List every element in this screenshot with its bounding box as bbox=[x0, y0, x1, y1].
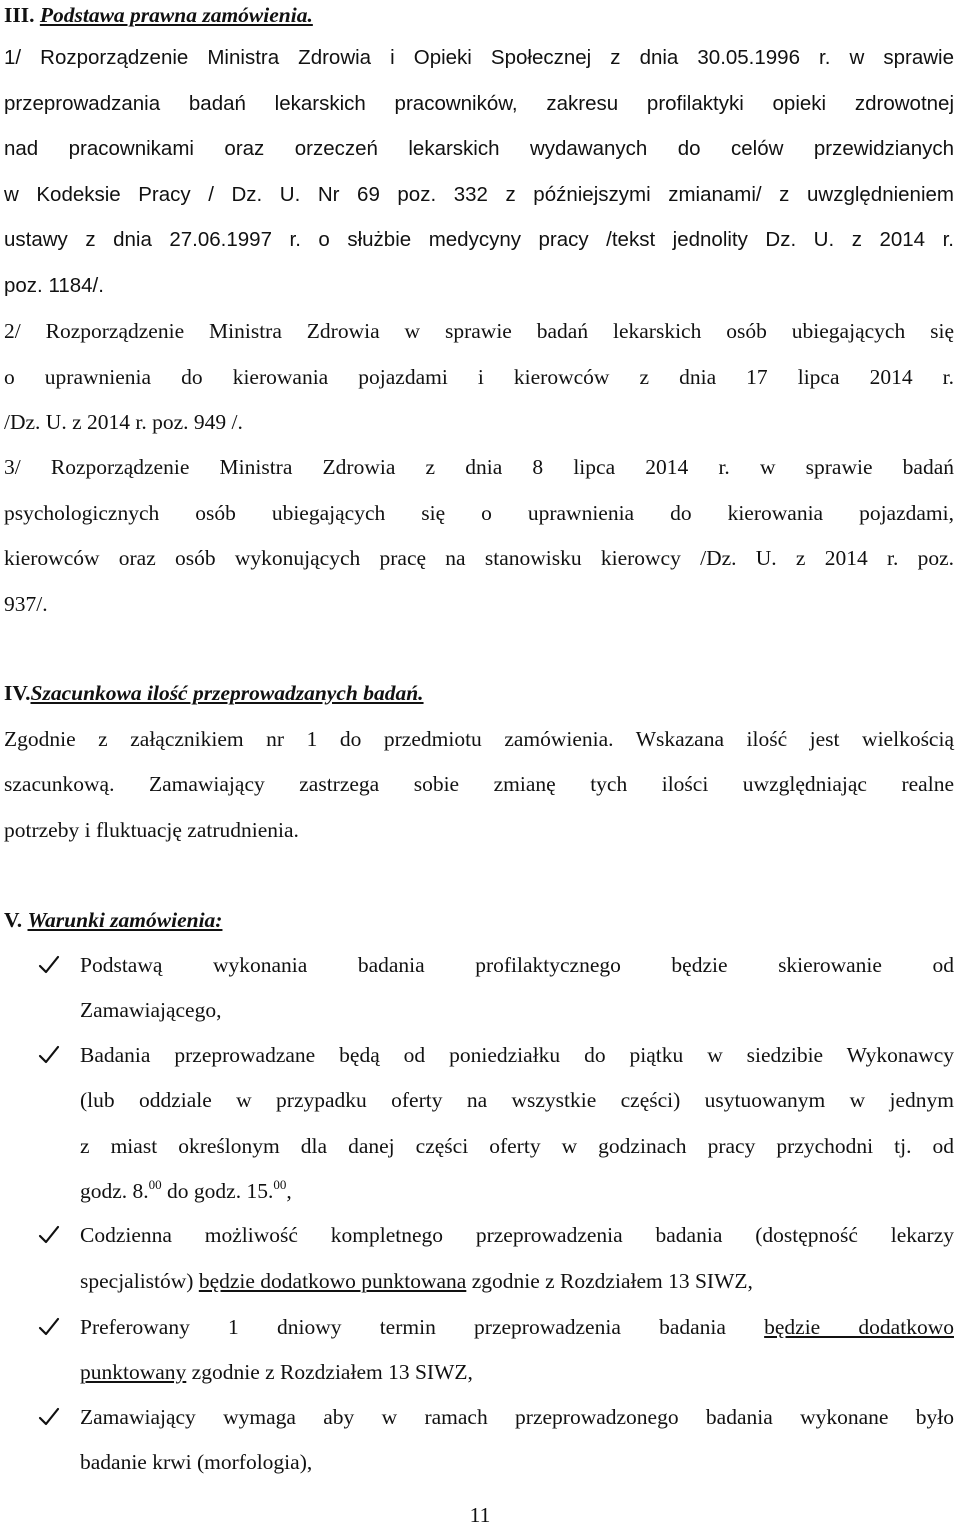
section-3-number: III. bbox=[4, 3, 35, 27]
checkmark-icon bbox=[38, 954, 60, 976]
list-item-line bbox=[80, 1268, 954, 1294]
section-5-title: Warunki zamówienia: bbox=[27, 908, 223, 932]
paragraph-line: 3/ Rozporządzenie Ministra Zdrowia z dnia 8 lipca 2014 r. w sprawie badań bbox=[4, 455, 954, 479]
list-item-text: specjalistów) bbox=[80, 1269, 199, 1293]
paragraph-line: potrzeby i fluktuację zatrudnienia. bbox=[4, 818, 299, 842]
list-item-text: zgodnie z Rozdziałem 13 SIWZ, bbox=[466, 1269, 753, 1293]
list-item-line bbox=[80, 1178, 954, 1204]
checkmark-icon bbox=[38, 1316, 60, 1338]
paragraph-line: Zgodnie z załącznikiem nr 1 do przedmiotu zamówienia. Wskazana ilość jest wielkością bbox=[4, 727, 954, 751]
paragraph-line: nad pracownikami oraz orzeczeń lekarskich wydawanych do celów przewidzianych bbox=[4, 137, 954, 160]
list-item-text: Preferowany 1 dniowy termin przeprowadzenia badania bbox=[80, 1315, 765, 1339]
list-item-line: Codzienna możliwość kompletnego przeprowadzenia badania (dostępność lekarzy bbox=[80, 1223, 954, 1247]
section-5-number: V. bbox=[4, 908, 23, 932]
list-item-line: Podstawą wykonania badania profilaktycznego będzie skierowanie od bbox=[80, 953, 954, 977]
underlined-text: będzie dodatkowo bbox=[764, 1315, 954, 1339]
paragraph-line: poz. 1184/. bbox=[4, 274, 104, 297]
list-item-line: badanie krwi (morfologia), bbox=[80, 1450, 313, 1474]
list-item-text: zgodnie z Rozdziałem 13 SIWZ, bbox=[186, 1360, 473, 1384]
section-4-number: IV. bbox=[4, 681, 31, 705]
paragraph-line: 937/. bbox=[4, 592, 48, 616]
page-number: 11 bbox=[469, 1503, 491, 1527]
hours-from: godz. 8. bbox=[80, 1179, 149, 1203]
section-4-title: Szacunkowa ilość przeprowadzanych badań. bbox=[30, 681, 424, 705]
checkmark-icon bbox=[38, 1406, 60, 1428]
list-item-line: Zamawiający wymaga aby w ramach przeprowadzonego badania wykonane było bbox=[80, 1405, 954, 1429]
paragraph-line: przeprowadzania badań lekarskich pracowników, zakresu profilaktyki opieki zdrowotnej bbox=[4, 92, 954, 115]
section-3-heading bbox=[4, 2, 954, 28]
paragraph-line: 1/ Rozporządzenie Ministra Zdrowia i Opieki Społecznej z dnia 30.05.1996 r. w sprawie bbox=[4, 46, 954, 69]
paragraph-line: 2/ Rozporządzenie Ministra Zdrowia w sprawie badań lekarskich osób ubiegających się bbox=[4, 319, 954, 343]
paragraph-line: szacunkową. Zamawiający zastrzega sobie zmianę tych ilości uwzględniając realne bbox=[4, 772, 954, 796]
list-item-line bbox=[80, 1314, 954, 1340]
checkmark-icon bbox=[38, 1224, 60, 1246]
section-4-heading bbox=[4, 680, 954, 706]
hours-from-minutes: 00 bbox=[148, 1177, 162, 1192]
underlined-text: punktowany bbox=[80, 1360, 187, 1384]
hours-to-minutes: 00 bbox=[273, 1177, 287, 1192]
list-item-line: (lub oddziale w przypadku oferty na wszystkie części) usytuowanym w jednym bbox=[80, 1088, 954, 1112]
underlined-text: będzie dodatkowo punktowana bbox=[198, 1269, 467, 1293]
paragraph-line: psychologicznych osób ubiegających się o uprawnienia do kierowania pojazdami, bbox=[4, 501, 954, 525]
hours-to: do godz. 15. bbox=[161, 1179, 274, 1203]
list-item-line bbox=[80, 1359, 954, 1385]
section-5-heading bbox=[4, 907, 954, 933]
hours-end: , bbox=[286, 1179, 292, 1203]
paragraph-line: kierowców oraz osób wykonujących pracę na stanowisku kierowcy /Dz. U. z 2014 r. poz. bbox=[4, 546, 954, 570]
list-item-line: z miast określonym dla danej części oferty w godzinach pracy przychodni tj. od bbox=[80, 1134, 954, 1158]
paragraph-line: /Dz. U. z 2014 r. poz. 949 /. bbox=[4, 410, 243, 434]
section-3-title: Podstawa prawna zamówienia. bbox=[39, 3, 313, 27]
checkmark-icon bbox=[38, 1044, 60, 1066]
paragraph-line: w Kodeksie Pracy / Dz. U. Nr 69 poz. 332 z późniejszymi zmianami/ z uwzględnieniem bbox=[4, 183, 954, 206]
paragraph-line: o uprawnienia do kierowania pojazdami i kierowców z dnia 17 lipca 2014 r. bbox=[4, 365, 954, 389]
list-item-line: Badania przeprowadzane będą od poniedziałku do piątku w siedzibie Wykonawcy bbox=[80, 1043, 954, 1067]
list-item-line: Zamawiającego, bbox=[80, 998, 222, 1022]
paragraph-line: ustawy z dnia 27.06.1997 r. o służbie medycyny pracy /tekst jednolity Dz. U. z 2014 r. bbox=[4, 228, 954, 251]
